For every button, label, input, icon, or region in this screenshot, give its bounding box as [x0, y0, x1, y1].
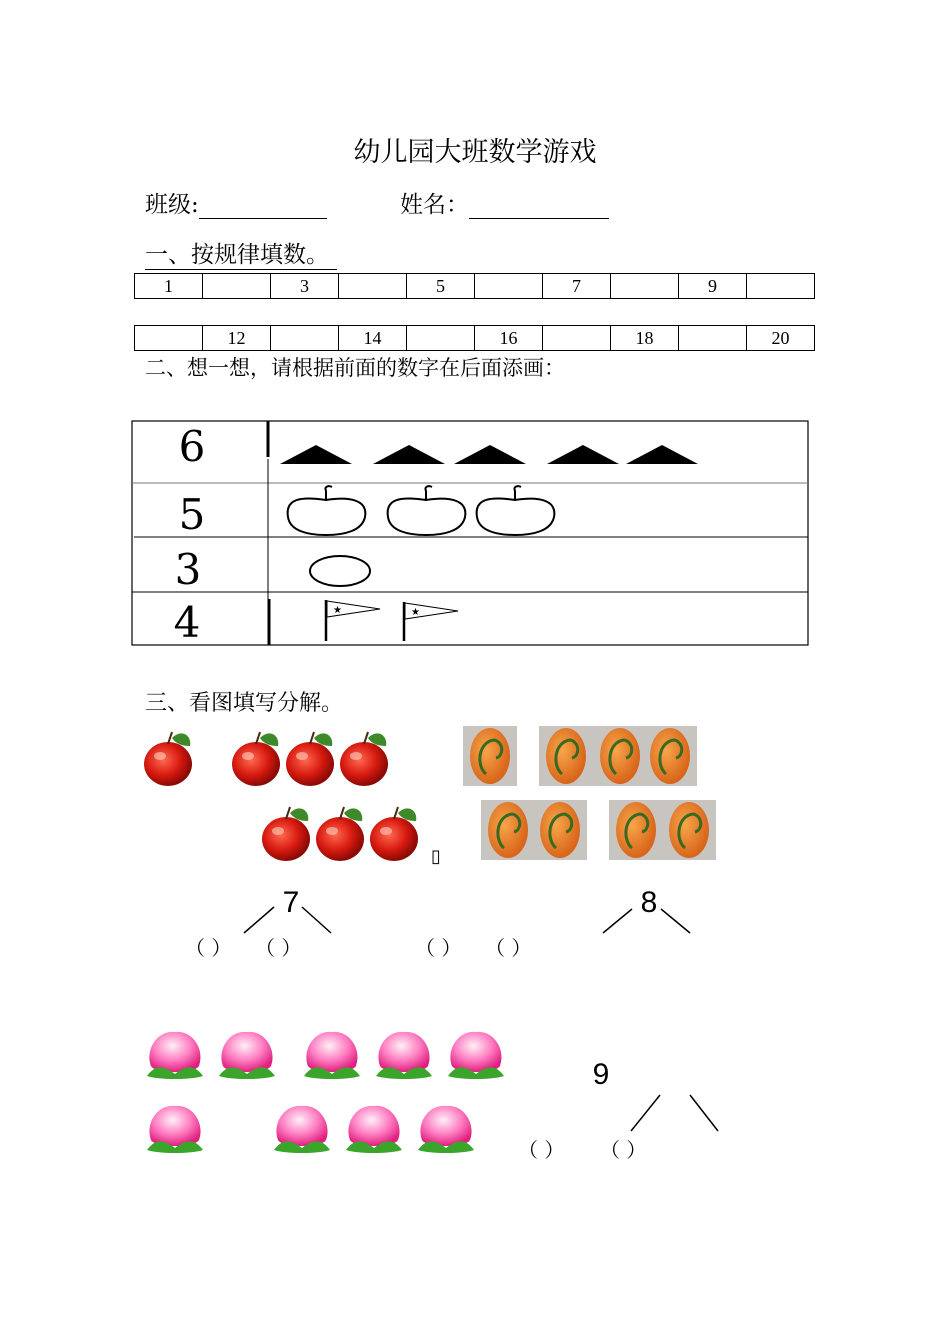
apple-image: [232, 732, 280, 786]
section3-heading: 三、看图填写分解。: [145, 691, 344, 716]
apple-image: [316, 807, 364, 861]
peach-image: [376, 1032, 432, 1079]
svg-text:★: ★: [411, 607, 420, 618]
seq1-cell: 9: [679, 274, 747, 299]
peach-image: [147, 1106, 203, 1153]
peach-image: [147, 1032, 203, 1079]
tree2-total: 8: [640, 886, 658, 919]
peach-image: [346, 1106, 402, 1153]
apple-image: [286, 732, 334, 786]
seq2-cell: 18: [611, 326, 679, 351]
seq1-cell: 3: [271, 274, 339, 299]
seq2-cell: 20: [747, 326, 815, 351]
apple-image: [144, 732, 192, 786]
egg-image: [593, 726, 647, 786]
egg-image: [609, 800, 663, 860]
tree2-left-blank[interactable]: （ ）: [415, 936, 462, 960]
tree3-total: 9: [592, 1058, 610, 1091]
draw-number-5: 5: [178, 490, 206, 539]
tree3-right-blank[interactable]: （ ）: [600, 1138, 647, 1162]
peach-image: [219, 1032, 275, 1079]
seq1-cell: 7: [543, 274, 611, 299]
stray-mark: ▯: [431, 846, 441, 867]
tree1-total: 7: [282, 886, 300, 919]
seq2-cell: 12: [203, 326, 271, 351]
egg-image: [643, 726, 697, 786]
page-title: 幼儿园大班数学游戏: [353, 137, 597, 168]
peach-image: [418, 1106, 474, 1153]
svg-text:★: ★: [333, 605, 342, 616]
seq1-cell: 1: [135, 274, 203, 299]
draw-number-4: 4: [173, 598, 201, 647]
name-label: 姓名：: [400, 192, 469, 218]
seq2-cell: 14: [339, 326, 407, 351]
apple-image: [262, 807, 310, 861]
egg-image: [662, 800, 716, 860]
seq1-cell: 5: [407, 274, 475, 299]
egg-image: [481, 800, 535, 860]
tree1-right-blank[interactable]: （ ）: [255, 936, 302, 960]
tree3-left-blank[interactable]: （ ）: [518, 1138, 565, 1162]
draw-number-6: 6: [178, 422, 206, 471]
peach-image: [274, 1106, 330, 1153]
apple-image: [370, 807, 418, 861]
apple-image: [340, 732, 388, 786]
egg-image: [533, 800, 587, 860]
draw-number-3: 3: [174, 545, 202, 594]
peach-image: [304, 1032, 360, 1079]
tree2-right-blank[interactable]: （ ）: [485, 936, 532, 960]
section2-heading: 二、想一想，请根据前面的数字在后面添画：: [145, 356, 565, 380]
peach-image: [448, 1032, 504, 1079]
egg-image: [463, 726, 517, 786]
section1-heading: 一、按规律填数。: [145, 236, 337, 270]
seq2-cell: 16: [475, 326, 543, 351]
egg-image: [539, 726, 593, 786]
tree1-left-blank[interactable]: （ ）: [185, 936, 232, 960]
class-label: 班级:: [145, 192, 199, 218]
